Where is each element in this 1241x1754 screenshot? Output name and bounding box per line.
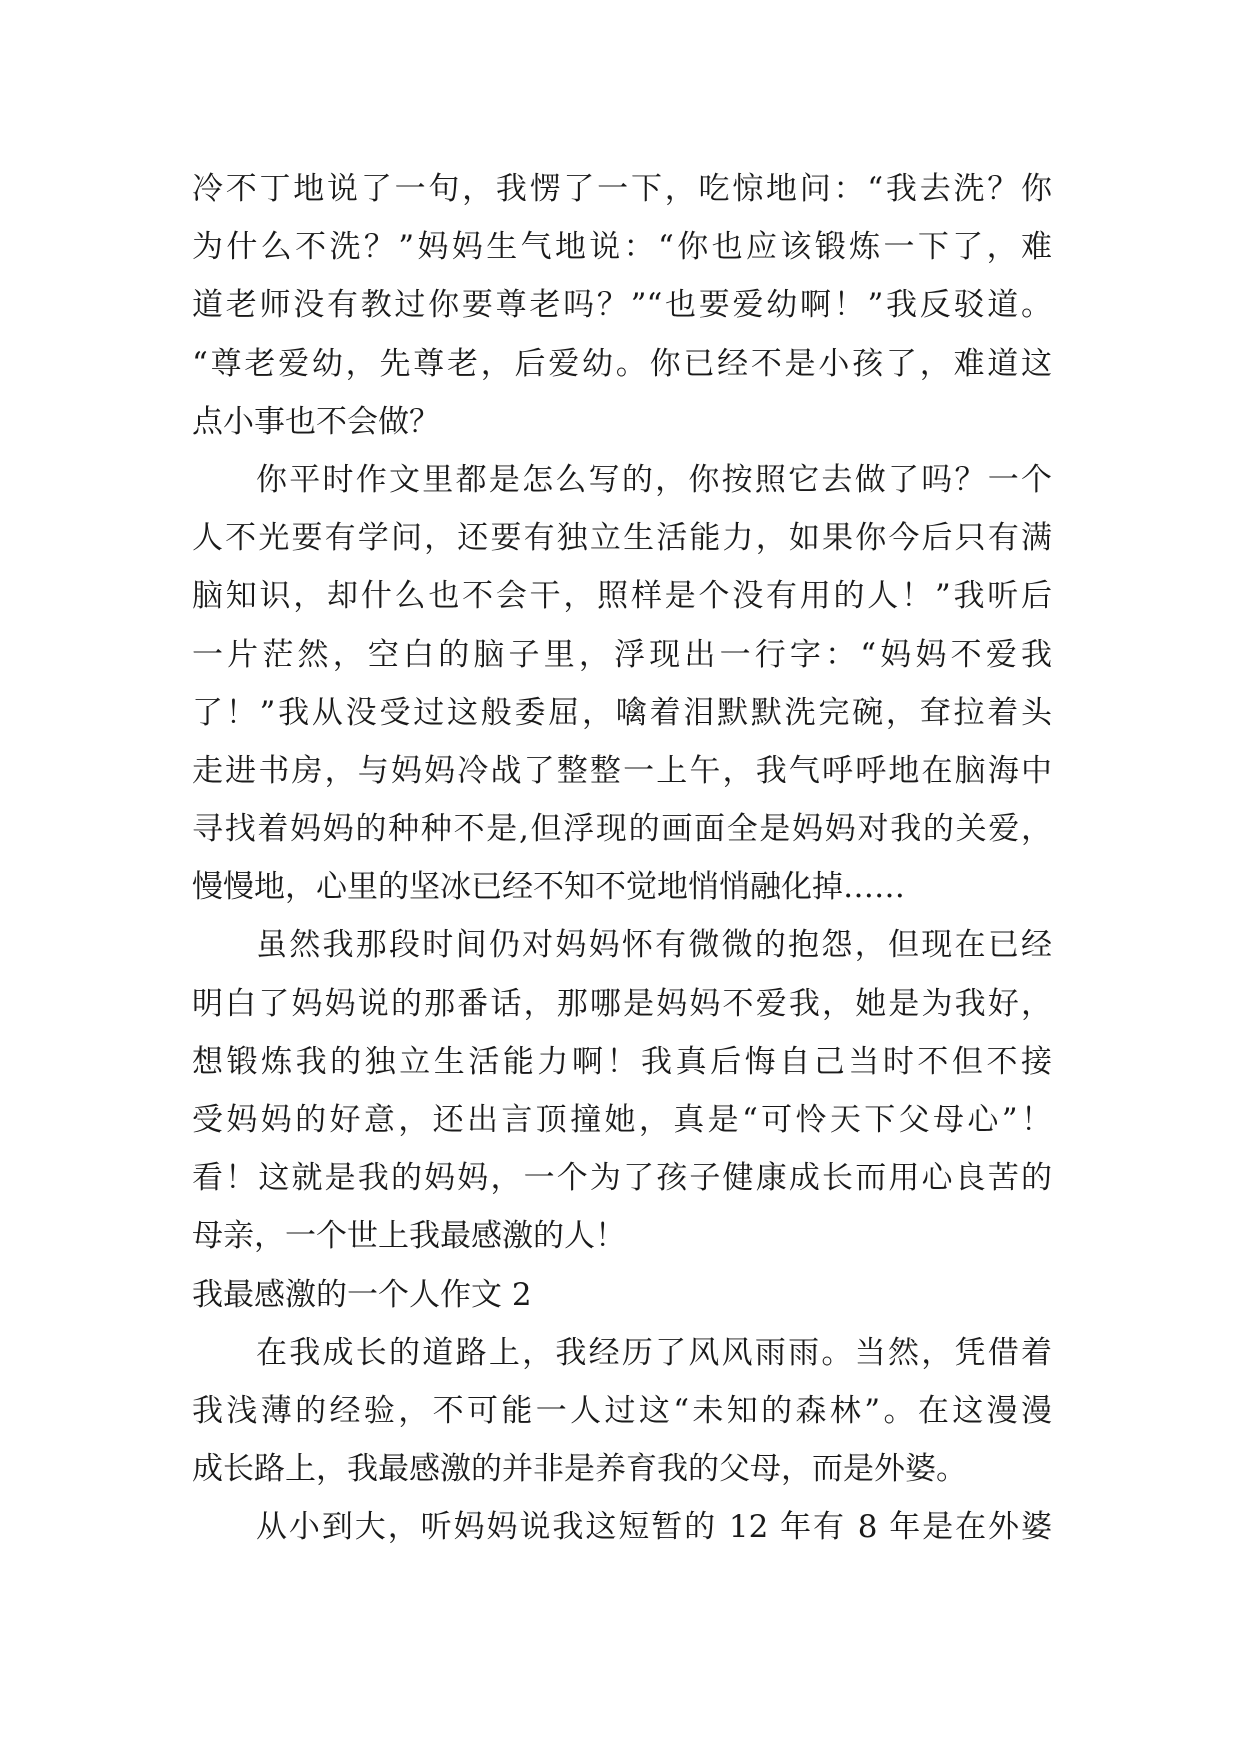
text-line: 点小事也不会做？ <box>192 403 440 440</box>
text-line: 脑知识，却什么也不会干，照样是个没有用的人！”我听后 <box>192 578 1052 615</box>
text-line: 为什么不洗？”妈妈生气地说：“你也应该锻炼一下了，难 <box>192 229 1052 266</box>
text-line: 慢慢地，心里的坚冰已经不知不觉地悄悄融化掉…… <box>192 869 905 906</box>
text-line: 我浅薄的经验，不可能一人过这“未知的森林”。在这漫漫 <box>192 1392 1052 1429</box>
document-body <box>192 160 1052 1557</box>
text-line: 受妈妈的好意，还出言顶撞她，真是“可怜天下父母心”！ <box>192 1102 1052 1138</box>
text-line: 冷不丁地说了一句，我愣了一下，吃惊地问：“我去洗？你 <box>192 171 1052 207</box>
paragraph-first-line: 在我成长的道路上，我经历了风风雨雨。当然，凭借着 <box>256 1334 1052 1371</box>
section-heading: 我最感激的一个人作文 2 <box>192 1276 532 1313</box>
paragraph-first-line: 从小到大，听妈妈说我这短暂的 12 年有 8 年是在外婆 <box>256 1509 1052 1546</box>
text-line: 一片茫然，空白的脑子里，浮现出一行字：“妈妈不爱我 <box>192 636 1052 673</box>
text-line: 想锻炼我的独立生活能力啊！我真后悔自己当时不但不接 <box>192 1043 1052 1080</box>
paragraph-first-line: 虽然我那段时间仍对妈妈怀有微微的抱怨，但现在已经 <box>256 927 1052 964</box>
text-line: “尊老爱幼，先尊老，后爱幼。你已经不是小孩了，难道这 <box>192 345 1052 382</box>
text-line: 成长路上，我最感激的并非是养育我的父母，而是外婆。 <box>192 1451 967 1488</box>
text-line: 人不光要有学问，还要有独立生活能力，如果你今后只有满 <box>192 520 1052 557</box>
paragraph-first-line: 你平时作文里都是怎么写的，你按照它去做了吗？一个 <box>256 461 1052 498</box>
text-line: 了！”我从没受过这般委屈，噙着泪默默洗完碗，耷拉着头 <box>192 694 1052 731</box>
text-line: 走进书房，与妈妈冷战了整整一上午，我气呼呼地在脑海中 <box>192 752 1052 789</box>
text-line: 明白了妈妈说的那番话，那哪是妈妈不爱我，她是为我好， <box>192 985 1052 1022</box>
text-line: 寻找着妈妈的种种不是,但浮现的画面全是妈妈对我的关爱， <box>192 811 1052 848</box>
text-line: 道老师没有教过你要尊老吗？”“也要爱幼啊！”我反驳道。 <box>192 287 1052 324</box>
text-line: 看！这就是我的妈妈，一个为了孩子健康成长而用心良苦的 <box>192 1160 1052 1197</box>
text-line: 母亲，一个世上我最感激的人！ <box>192 1218 626 1255</box>
